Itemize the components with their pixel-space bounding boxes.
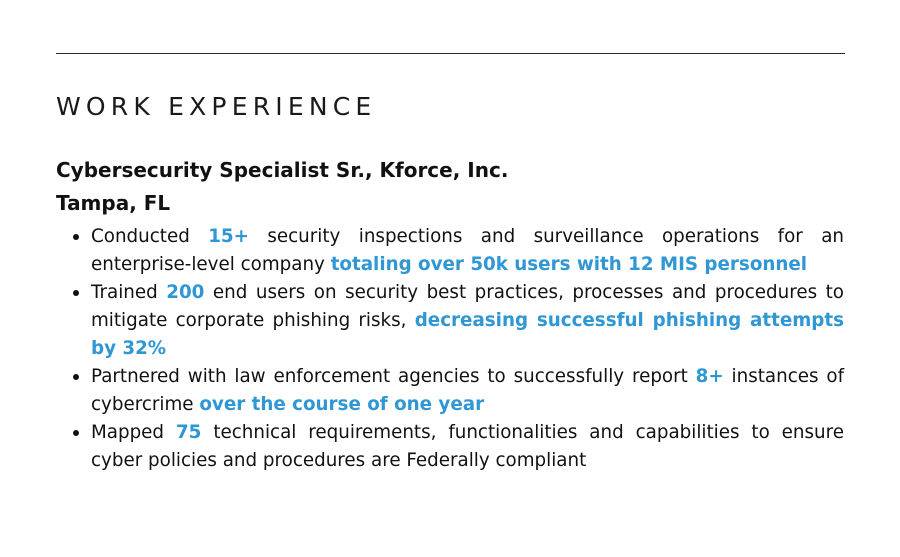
highlighted-metric: totaling over 50k users with 12 MIS personnel [330,254,808,275]
highlighted-metric: decreasing successful phishing attempts by 32% [91,310,845,359]
job-location: Tampa, FL [56,191,171,215]
section-divider [56,53,845,54]
highlighted-metric: 15+ [208,226,249,247]
experience-bullet [91,223,844,279]
highlighted-metric: 200 [166,282,205,303]
experience-bullet [91,363,844,419]
bullet-text: Partnered with law enforcement agencies to successfully report [91,366,696,387]
experience-bullet-list [91,223,844,475]
bullet-text: security inspections and surveillance operations for an enterprise-level company [91,226,844,275]
bullet-dot-icon [73,430,79,436]
bullet-dot-icon [73,374,79,380]
job-title: Cybersecurity Specialist Sr., Kforce, Inc. [56,158,509,182]
experience-bullet [91,419,844,475]
highlighted-metric: over the course of one year [199,394,485,415]
highlighted-metric: 8+ [695,366,724,387]
bullet-text: instances of cybercrime [91,366,845,415]
bullet-text: Trained [91,282,167,303]
bullet-text: Mapped [91,422,176,443]
bullet-text: end users on security best practices, processes and procedures to mitigate corporate phishing risks, [91,282,844,331]
bullet-dot-icon [73,290,79,296]
bullet-text: Conducted [91,226,209,247]
section-title: WORK EXPERIENCE [56,92,377,121]
highlighted-metric: 75 [175,422,202,443]
bullet-text: technical requirements, functionalities and capabilities to ensure cyber policies and procedures are Federally compliant [91,422,844,471]
bullet-dot-icon [73,234,79,240]
experience-bullet [91,279,844,363]
